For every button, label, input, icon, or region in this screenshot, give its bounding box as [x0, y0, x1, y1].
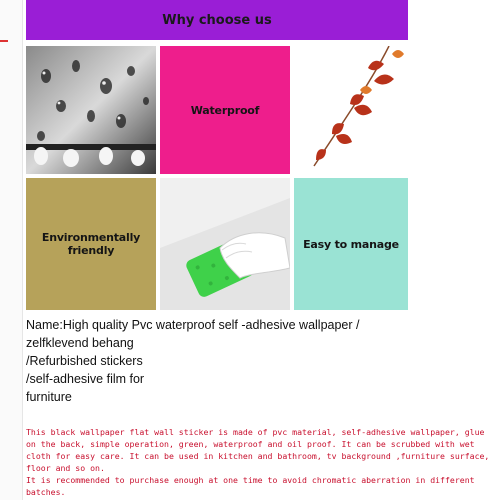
easy-to-manage-tile [294, 178, 408, 310]
waterproof-label: Waterproof [190, 103, 260, 117]
notes-paragraph: This black wallpaper flat wall sticker is made of pvc material, self-adhesive wallpaper, glue on the back, simple operation, green, waterproof and oil proof. It can be scrubbed with wet cloth for easy care. It can be used in kitchen and bathroom, tv background ,furniture surface, floor and so on. [26, 427, 490, 473]
banner-title: Why choose us [162, 12, 272, 28]
why-choose-us-banner [26, 0, 408, 40]
feature-grid [26, 40, 408, 312]
water-droplets-icon [26, 46, 156, 174]
waterproof-tile [160, 46, 290, 174]
gutter-marker [0, 40, 8, 42]
gloved-hand-sponge-icon [160, 178, 290, 310]
product-name-block [26, 316, 406, 406]
red-leaves-icon [294, 46, 408, 174]
rain-glass-image [26, 46, 156, 174]
product-name-line: /self-adhesive film for [26, 372, 145, 386]
notes-paragraph: It is recommended to purchase enough at one time to avoid chromatic aberration in different batches. [26, 475, 475, 497]
product-name-line: /Refurbished stickers [26, 354, 143, 368]
cleaning-image [160, 178, 290, 310]
product-name-line: Name:High quality Pvc waterproof self -adhesive wallpaper / [26, 318, 360, 332]
environmentally-friendly-label: Environmentally friendly [41, 231, 141, 257]
product-name-line: zelfklevend behang [26, 336, 134, 350]
leaves-image [294, 46, 408, 174]
environmentally-friendly-tile [26, 178, 156, 310]
left-gutter [0, 0, 23, 500]
product-name-line: furniture [26, 390, 72, 404]
easy-to-manage-label: Easy to manage [303, 237, 399, 251]
product-notes [26, 426, 496, 498]
